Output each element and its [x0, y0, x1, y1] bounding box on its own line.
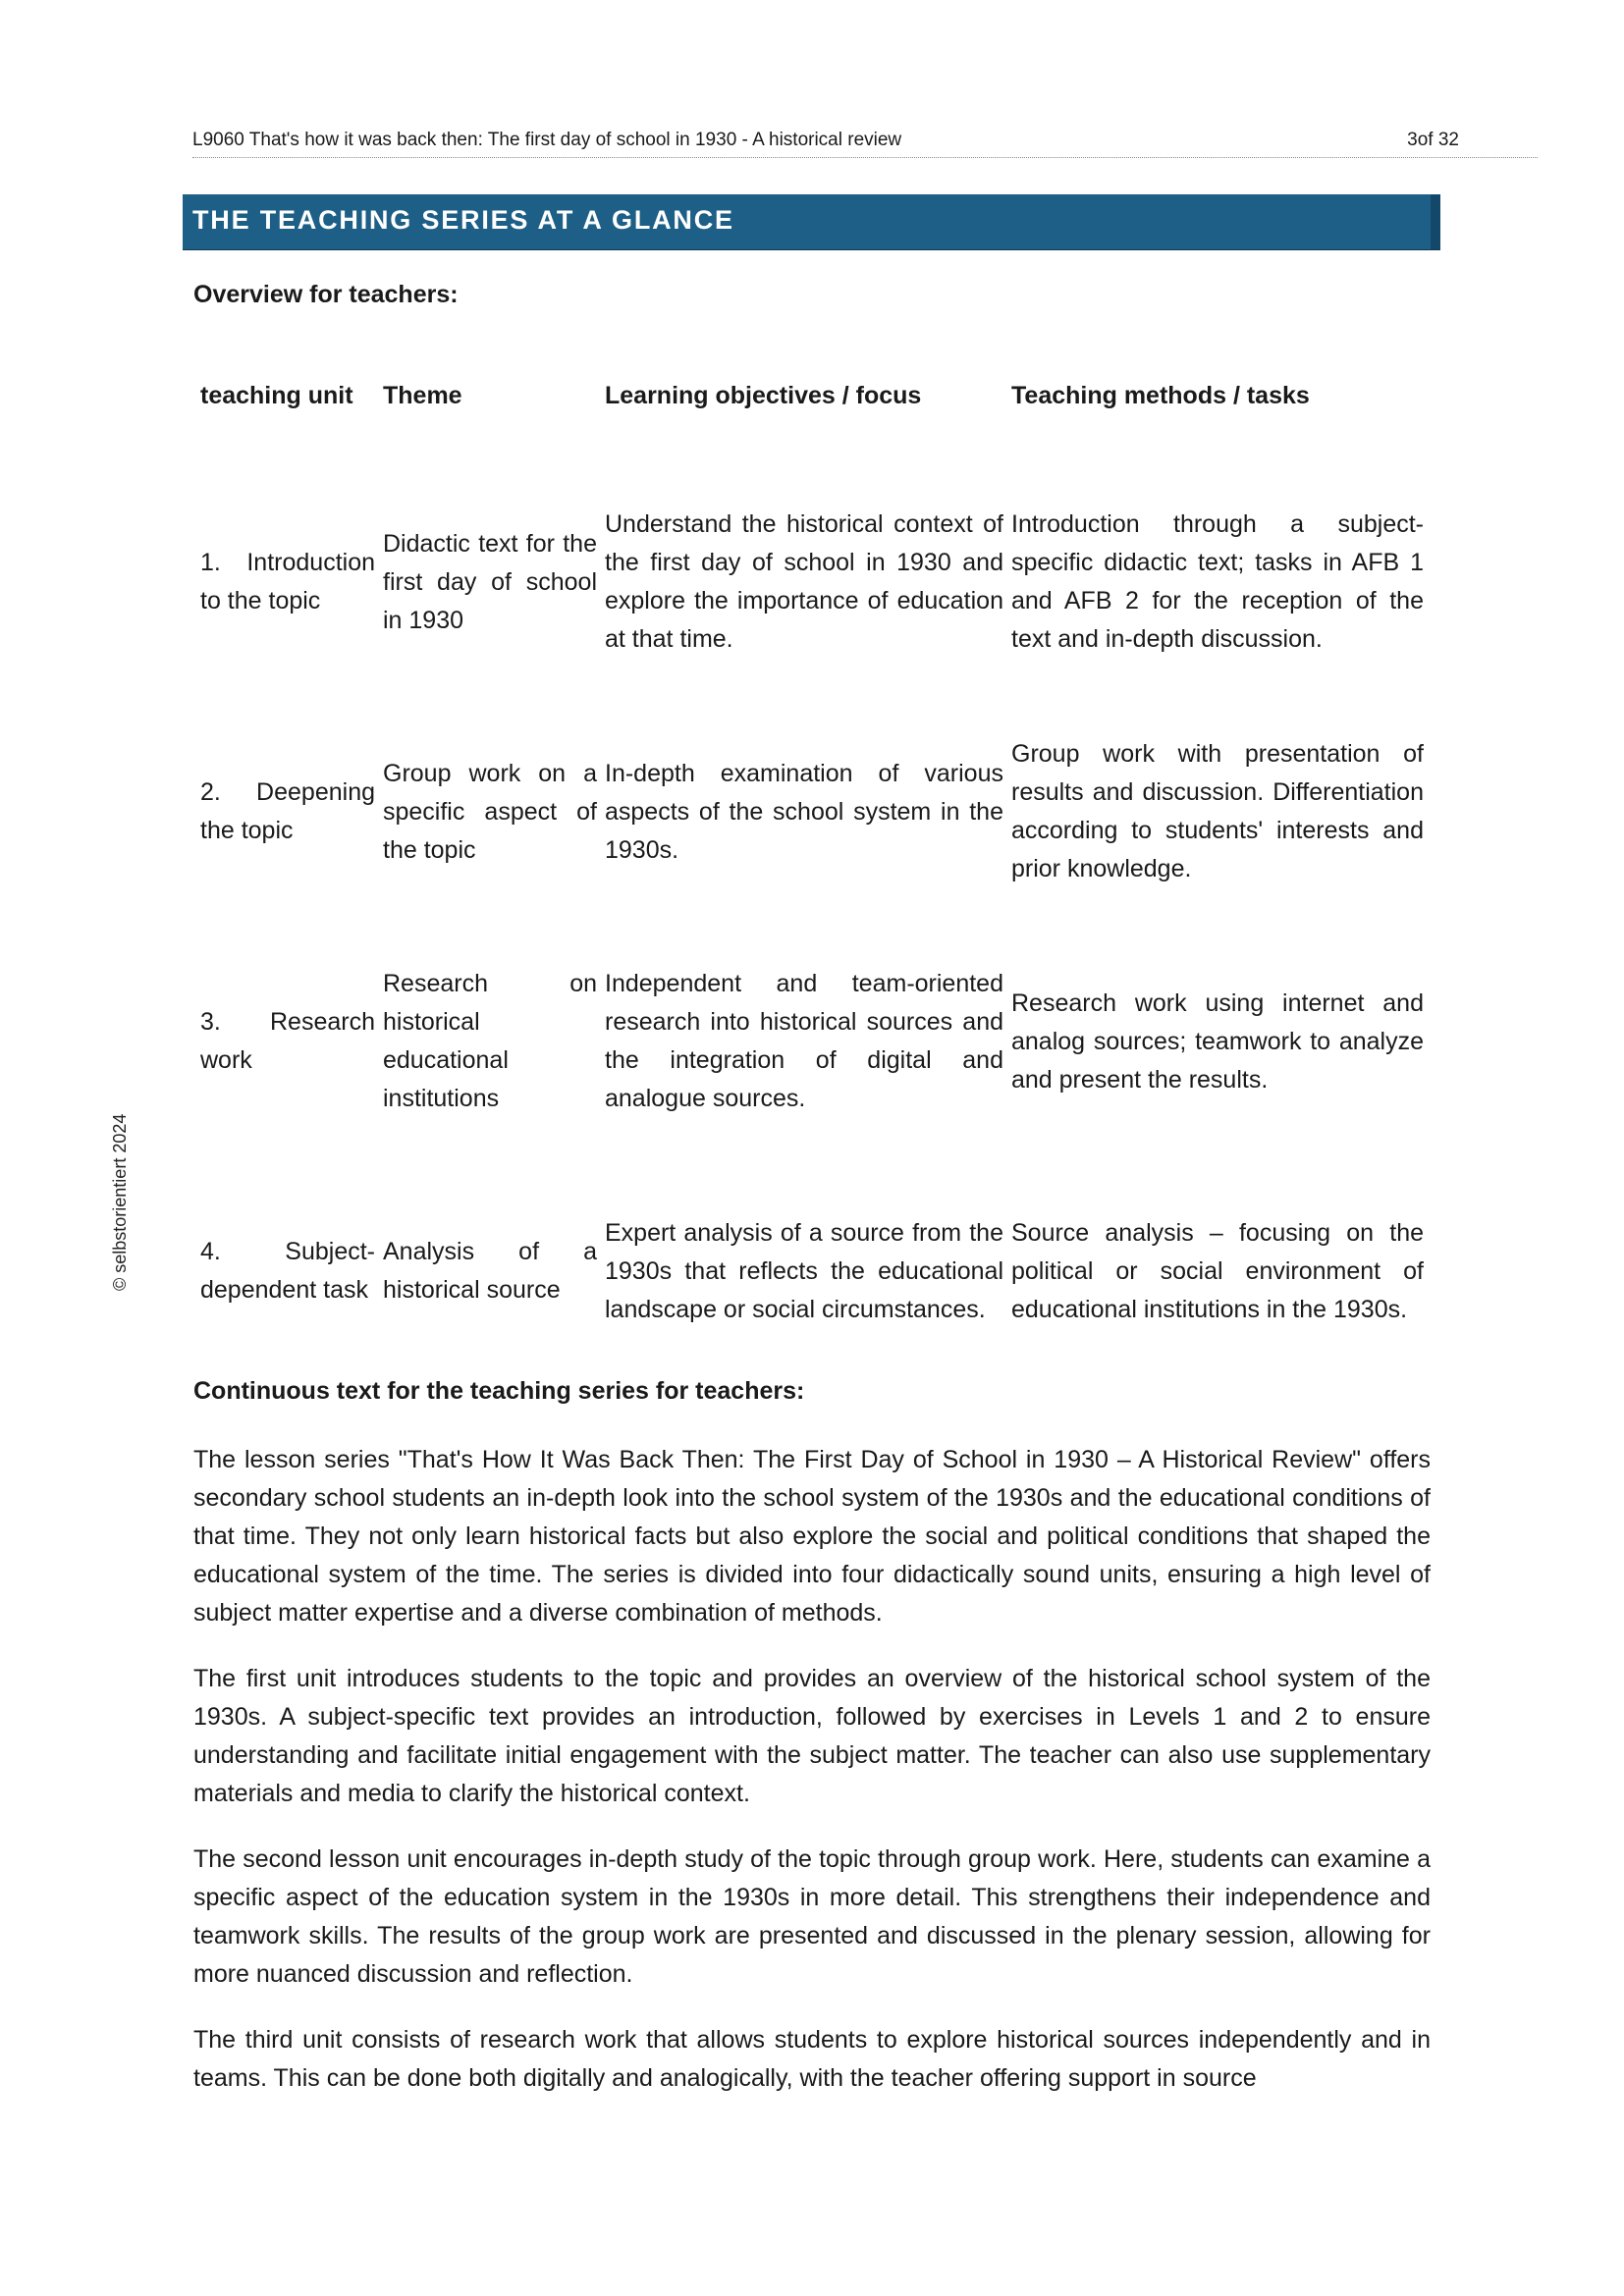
page-header: [192, 128, 1538, 158]
cell-objectives: Understand the historical context of the first day of school in 1930 and explore the importance of education at that time.: [605, 510, 1003, 653]
paragraph: The first unit introduces students to the topic and provides an overview of the historical school system of the 1930s. A subject-specific text provides an introduction, followed by exercises in Levels 1 and 2 to ensure understanding and facilitate initial engagement with the subject matter. The teacher can also use supplementary materials and media to clarify the historical context.: [193, 1665, 1431, 1807]
cell-methods: Group work with presentation of results and discussion. Differentiation according to students' interests and prior knowledge.: [1011, 740, 1424, 882]
cell-unit: 1. Introduction to the topic: [200, 549, 375, 614]
cell-objectives: Expert analysis of a source from the 1930s that reflects the educational landscape or social circumstances.: [605, 1218, 1003, 1323]
cell-unit: 3. Research work: [200, 1008, 375, 1074]
paragraph: The lesson series "That's How It Was Back Then: The First Day of School in 1930 – A Historical Review" offers secondary school students an in-depth look into the school system of the 1930s and the educational conditions of that time. They not only learn historical facts but also explore the social and political conditions that shaped the educational system of the time. The series is divided into four didactically sound units, ensuring a high level of subject matter expertise and a diverse combination of methods.: [193, 1446, 1431, 1627]
page-number: 3of 32: [1407, 130, 1459, 150]
cell-unit: 2. Deepening the topic: [200, 778, 375, 844]
cell-methods: Research work using internet and analog sources; teamwork to analyze and present the results.: [1011, 988, 1424, 1094]
header-learning-objectives: Learning objectives / focus: [605, 382, 922, 409]
header-theme: Theme: [383, 382, 462, 409]
cell-theme: Group work on a specific aspect of the topic: [383, 759, 597, 864]
cell-theme: Didactic text for the first day of school in 1930: [383, 529, 597, 634]
continuous-text-heading: Continuous text for the teaching series for teachers:: [193, 1377, 805, 1405]
header-teaching-unit: teaching unit: [200, 382, 353, 409]
table-row: [196, 467, 1428, 697]
cell-unit: 4. Subject-dependent task: [200, 1238, 375, 1304]
paragraph: The second lesson unit encourages in-depth study of the topic through group work. Here, students can examine a specific aspect of the education system in the 1930s in more detail. This strengthens their independence and teamwork skills. The results of the group work are presented and discussed in the plenary session, allowing for more nuanced discussion and reflection.: [193, 1845, 1431, 1988]
banner-title: THE TEACHING SERIES AT A GLANCE: [192, 205, 734, 235]
cell-objectives: In-depth examination of various aspects of the school system in the 1930s.: [605, 759, 1003, 864]
header-title: L9060 That's how it was back then: The first day of school in 1930 - A historical review: [192, 130, 902, 150]
table-header-row: [196, 363, 1428, 467]
teaching-units-table: [196, 363, 1428, 1386]
continuous-text: [193, 1441, 1431, 2125]
cell-theme: Research on historical educational institutions: [383, 970, 597, 1112]
copyright-note: © selbstorientiert 2024: [110, 1113, 130, 1291]
table-row: [196, 927, 1428, 1156]
cell-theme: Analysis of a historical source: [383, 1238, 597, 1304]
cell-objectives: Independent and team-oriented research into historical sources and the integration of digital and analogue sources.: [605, 970, 1003, 1112]
cell-methods: Source analysis – focusing on the political or social environment of educational institutions in the 1930s.: [1011, 1218, 1424, 1323]
table-row: [196, 697, 1428, 927]
paragraph: The third unit consists of research work that allows students to explore historical sources independently and in teams. This can be done both digitally and analogically, with the teacher offering support in source: [193, 2026, 1431, 2092]
overview-heading: Overview for teachers:: [193, 281, 459, 308]
section-banner: [183, 194, 1440, 249]
cell-methods: Introduction through a subject-specific didactic text; tasks in AFB 1 and AFB 2 for the reception of the text and in-depth discussion.: [1011, 510, 1424, 653]
header-teaching-methods: Teaching methods / tasks: [1011, 382, 1310, 409]
table-row: [196, 1156, 1428, 1386]
